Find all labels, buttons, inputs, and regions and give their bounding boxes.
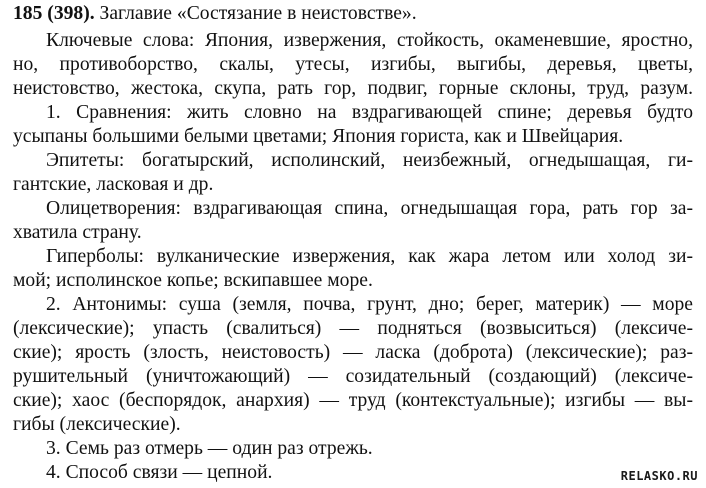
- comparisons-line-2: усыпаны большими белыми цветами; Япония гориста, как и Швейцария.: [13, 126, 624, 147]
- exercise-title: Заглавие «Состязание в неистовстве».: [99, 3, 417, 24]
- exercise-number: 185 (398).: [13, 3, 95, 24]
- antonyms-line-2: (лексические); упасть (свалиться) — подняться (возвыситься) (лексиче-: [13, 318, 693, 339]
- keywords-line-3: неистовство, жестока, скупа, рать гор, подвиг, горные склоны, труд, разум.: [13, 78, 693, 99]
- personification-line-2: хватила страну.: [13, 222, 142, 243]
- antonyms-line-4: рушительный (уничтожающий) — созидательный (создающий) (лексиче-: [13, 366, 693, 387]
- exercise-heading: [13, 2, 693, 26]
- epithets-line-2: гантские, ласковая и др.: [13, 174, 214, 195]
- epithets-line-1: Эпитеты: богатырский, исполинский, неизбежный, огнедышащая, ги-: [46, 150, 693, 171]
- comparisons-line-1: 1. Сравнения: жить словно на вздрагивающей спине; деревья будто: [46, 102, 693, 123]
- antonyms-line-3: ские); ярость (злость, неистовость) — ласка (доброта) (лексические); раз-: [13, 342, 693, 363]
- antonyms-line-5: ские); хаос (беспорядок, анархия) — труд (контекстуальные); изгибы — вы-: [13, 390, 693, 411]
- site-watermark: RELASKO.RU: [620, 469, 698, 483]
- keywords-line-1: Ключевые слова: Япония, извержения, стойкость, окаменевшие, яростно,: [46, 30, 693, 51]
- antonyms-line-6: гибы (лексические).: [13, 414, 181, 435]
- connection-method-line: 4. Способ связи — цепной.: [46, 462, 273, 483]
- hyperbole-line-1: Гиперболы: вулканические извержения, как жара летом или холод зи-: [46, 246, 693, 267]
- personification-line-1: Олицетворения: вздрагивающая спина, огнедышащая гора, рать гор за-: [46, 198, 693, 219]
- keywords-line-2: но, противоборство, скалы, утесы, изгибы, выгибы, деревья, цветы,: [13, 54, 693, 75]
- proverb-line: 3. Семь раз отмерь — один раз отрежь.: [46, 438, 373, 459]
- hyperbole-line-2: мой; исполинское копье; вскипавшее море.: [13, 270, 373, 291]
- antonyms-line-1: 2. Антонимы: суша (земля, почва, грунт, дно; берег, материк) — море: [46, 294, 693, 315]
